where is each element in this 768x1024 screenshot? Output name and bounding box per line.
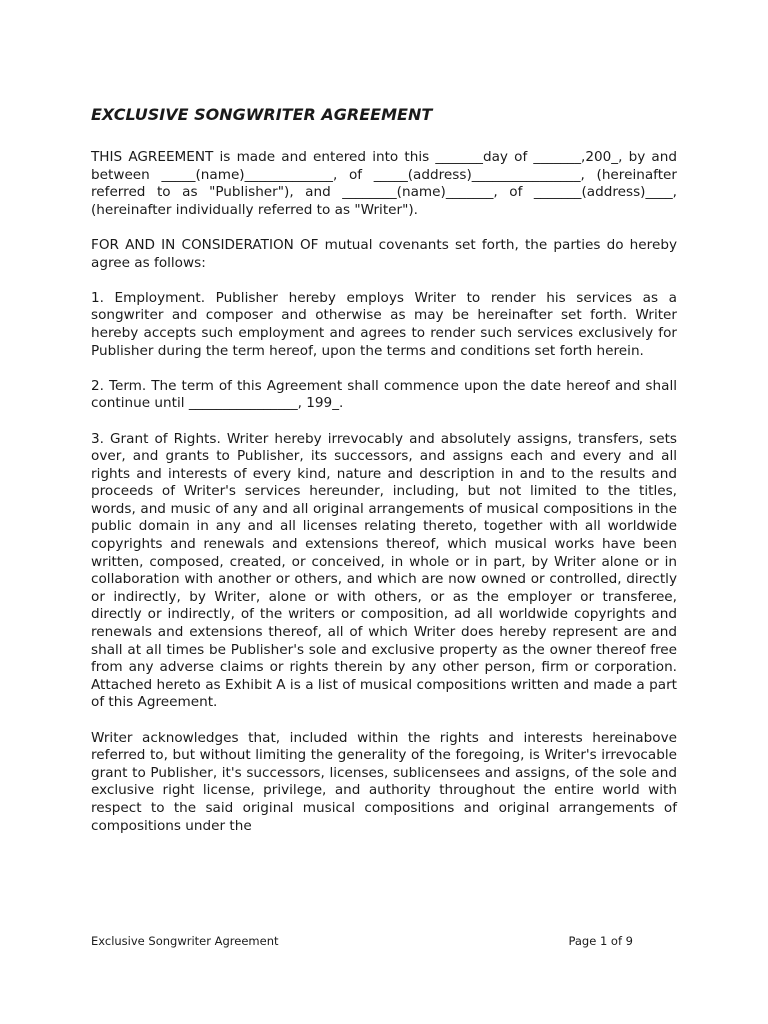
footer-page-number: Page 1 of 9 — [568, 934, 633, 948]
acknowledgement-paragraph: Writer acknowledges that, included within the rights and interests hereinabove referred to, but without limiting the generality of the foregoing, is Writer's irrevocable grant to Publisher, it's successors, licenses, sublicensees and assigns, of the sole and exclusive right license, privilege, and authority throughout the entire world with respect to the said original musical compositions and original arrangements of compositions under the — [91, 729, 677, 834]
employment-clause: 1. Employment. Publisher hereby employs Writer to render his services as a songwriter and composer and otherwise as may be hereinafter set forth. Writer hereby accepts such employment and agrees to render such services exclusively for Publisher during the term hereof, upon the terms and conditions set forth herein. — [91, 289, 677, 359]
grant-of-rights-clause: 3. Grant of Rights. Writer hereby irrevocably and absolutely assigns, transfers, sets over, and grants to Publisher, its successors, and assigns each and every and all rights and interests of every kind, nature and description in and to the results and proceeds of Writer's services hereunder, including, but not limited to the titles, words, and music of any and all original arrangements of musical compositions in the public domain in any and all licenses relating thereto, together with all worldwide copyrights and renewals and extensions thereof, which musical works have been written, composed, created, or conceived, in whole or in part, by Writer alone or in collaboration with another or others, and which are now owned or controlled, directly or indirectly, by Writer, alone or with others, or as the employer or transferee, directly or indirectly, of the writers or composition, ad all worldwide copyrights and renewals and extensions thereof, all of which Writer does hereby represent are and shall at all times be Publisher's sole and exclusive property as the owner thereof free from any adverse claims or rights therein by any other person, firm or corporation. Attached hereto as Exhibit A is a list of musical compositions written and made a part of this Agreement. — [91, 430, 677, 711]
consideration-paragraph: FOR AND IN CONSIDERATION OF mutual covenants set forth, the parties do hereby agree as follows: — [91, 236, 677, 271]
term-clause: 2. Term. The term of this Agreement shall commence upon the date hereof and shall continue until ________________, 199_. — [91, 377, 677, 412]
document-title: EXCLUSIVE SONGWRITER AGREEMENT — [91, 105, 433, 124]
document-body — [91, 104, 677, 853]
footer-document-name: Exclusive Songwriter Agreement — [91, 934, 279, 948]
preamble-paragraph: THIS AGREEMENT is made and entered into this _______day of _______,200_, by and between _____(name)_____________, of _____(address)________________, (hereinafter referred to as "Publisher"), and ________(name)_______, of _______(address)____, (hereinafter individually referred to as "Writer"). — [91, 149, 677, 218]
